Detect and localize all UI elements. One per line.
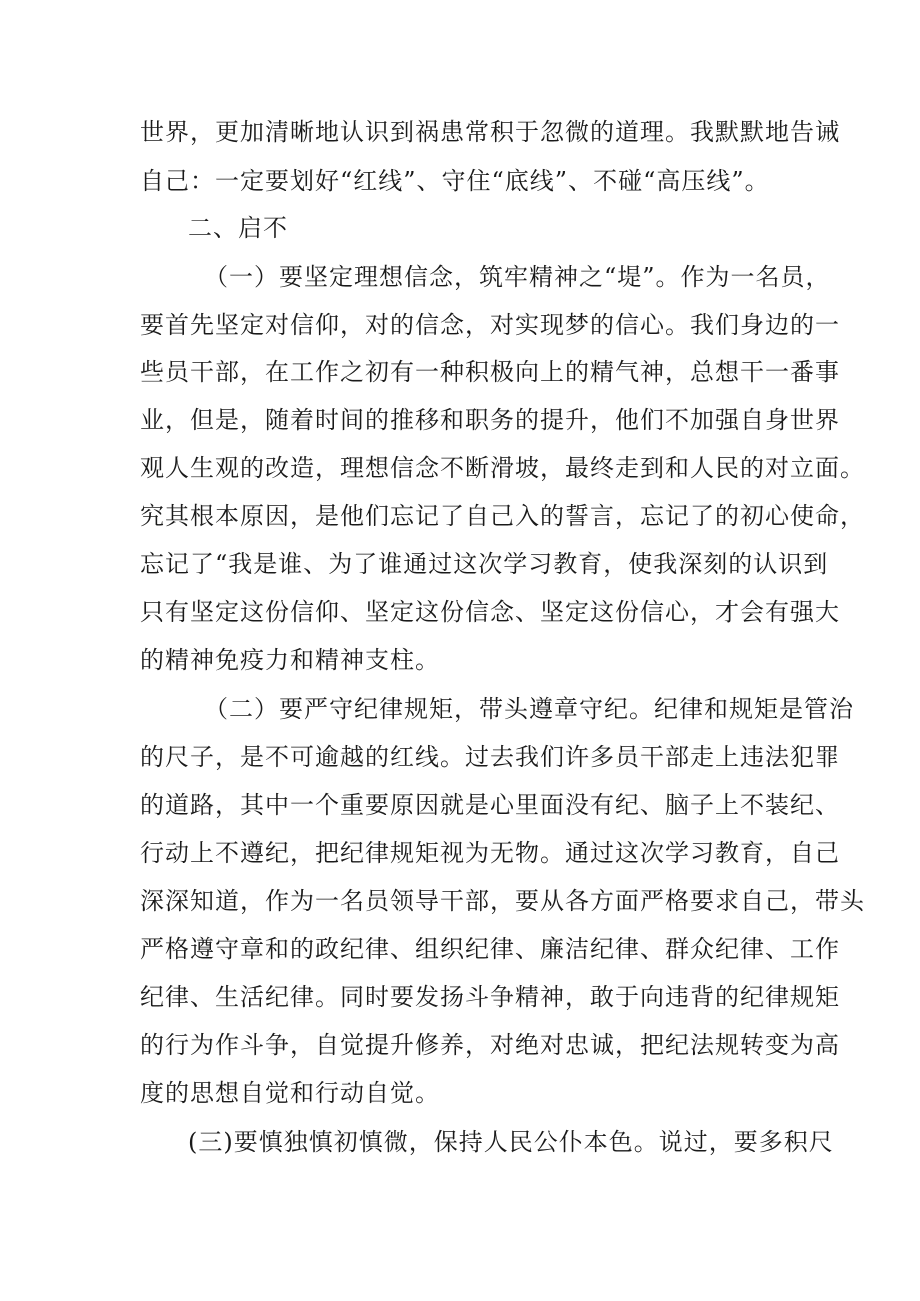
text-line: 只有坚定这份信仰、坚定这份信念、坚定这份信心，才会有强大 [140,598,840,626]
text-line: 纪律、生活纪律。同时要发扬斗争精神，敢于向违背的纪律规矩 [140,983,840,1011]
text-line: 世界，更加清晰地认识到祸患常积于忽微的道理。我默默地告诫 [140,118,840,146]
text-line: 观人生观的改造，理想信念不断滑坡，最终走到和人民的对立面。 [140,454,865,482]
text-line: 究其根本原因，是他们忘记了自己入的誓言，忘记了的初心使命， [140,502,865,530]
paragraph-first-line: （一）要坚定理想信念，筑牢精神之“堤”。作为一名员， [204,263,831,291]
text-line: 的精神免疫力和精神支柱。 [140,646,440,674]
text-line: 深深知道，作为一名员领导干部，要从各方面严格要求自己，带头 [140,887,865,915]
text-line: 度的思想自觉和行动自觉。 [140,1079,440,1107]
paragraph-first-line: (三)要慎独慎初慎微，保持人民公仆本色。说过，要多积尺 [188,1128,834,1156]
text-line: 业，但是，随着时间的推移和职务的提升，他们不加强自身世界 [140,406,840,434]
paragraph-first-line: （二）要严守纪律规矩，带头遵章守纪。纪律和规矩是管治 [204,695,854,723]
text-line: 严格遵守章和的政纪律、组织纪律、廉洁纪律、群众纪律、工作 [140,935,840,963]
text-line: 的行为作斗争，自觉提升修养，对绝对忠诚，把纪法规转变为高 [140,1031,840,1059]
section-heading: 二、启不 [188,214,288,242]
text-line: 的道路，其中一个重要原因就是心里面没有纪、脑子上不装纪、 [140,791,840,819]
text-line: 忘记了“我是谁、为了谁通过这次学习教育，使我深刻的认识到 [140,550,829,578]
text-line: 的尺子，是不可逾越的红线。过去我们许多员干部走上违法犯罪 [140,743,840,771]
text-line: 自己：一定要划好“红线”、守住“底线”、不碰“高压线”。 [140,167,770,195]
text-line: 行动上不遵纪，把纪律规矩视为无物。通过这次学习教育，自己 [140,839,840,867]
text-line: 要首先坚定对信仰，对的信念，对实现梦的信心。我们身边的一 [140,311,840,339]
text-line: 些员干部，在工作之初有一种积极向上的精气神，总想干一番事 [140,358,840,386]
